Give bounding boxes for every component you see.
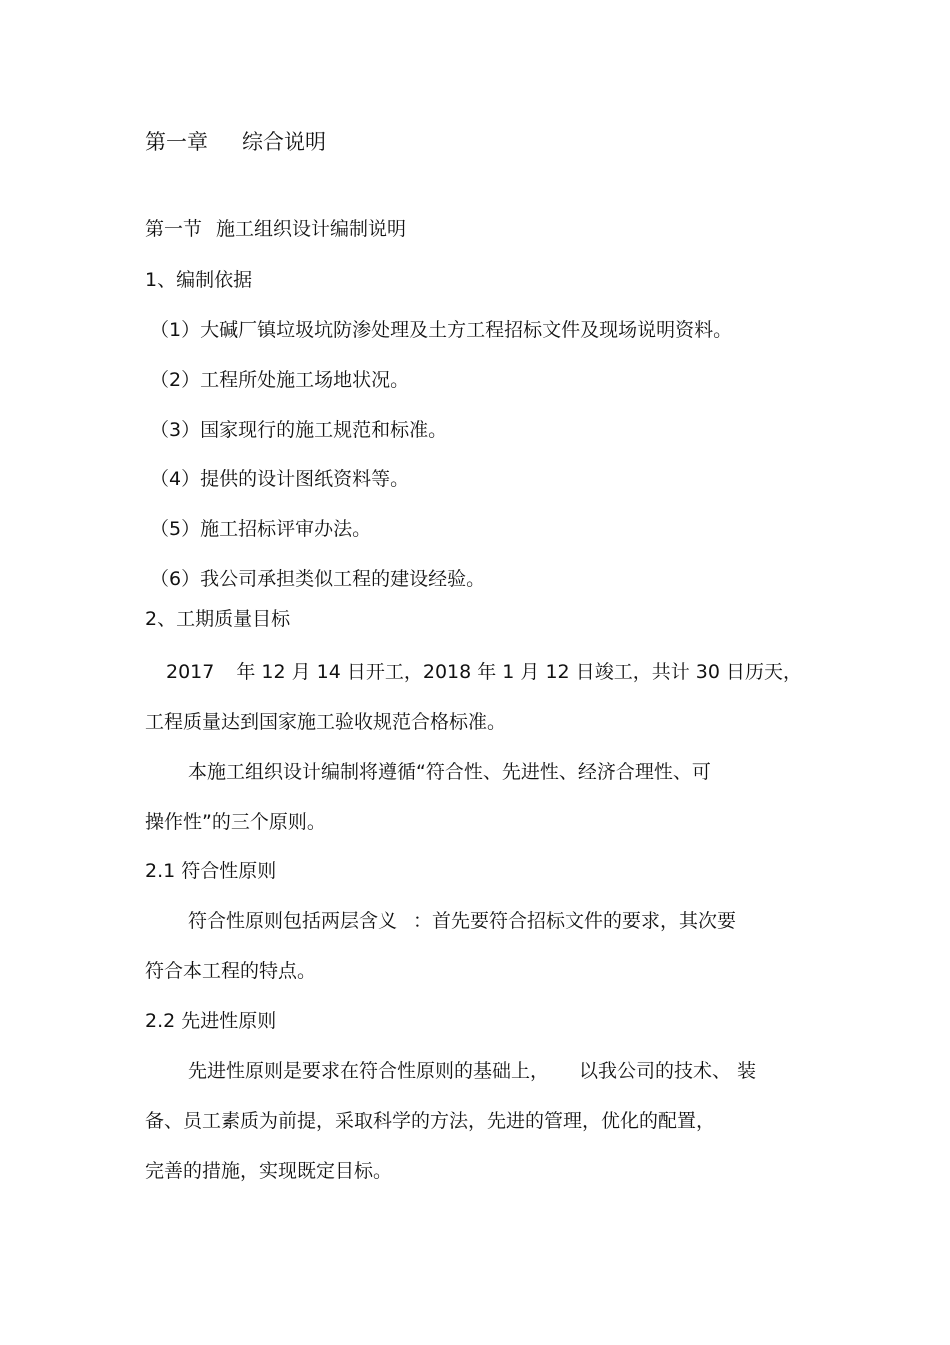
goals-heading: 2、工期质量目标 <box>145 608 291 630</box>
p22-heading: 2.2 先进性原则 <box>145 1010 277 1032</box>
p22-line-1 <box>188 1059 756 1083</box>
section-heading <box>145 217 406 241</box>
schedule-line <box>166 660 802 684</box>
basis-item-2: （2）工程所处施工场地状况。 <box>150 369 410 391</box>
schedule-text: 年 12 月 14 日开工，2018 年 1 月 12 日竣工，共计 30 日历天， <box>236 661 802 683</box>
p21-line-2: 符合本工程的特点。 <box>145 960 317 982</box>
section-number: 第一节 <box>145 218 203 240</box>
section-title: 施工组织设计编制说明 <box>216 218 407 240</box>
p21-line-1-b: ：首先要符合招标文件的要求，其次要 <box>413 910 737 932</box>
p22-line-2: 备、员工素质为前提，采取科学的方法，先进的管理，优化的配置， <box>145 1110 716 1132</box>
basis-item-1: （1）大碱厂镇垃圾坑防渗处理及土方工程招标文件及现场说明资料。 <box>150 319 733 341</box>
p21-heading: 2.1 符合性原则 <box>145 860 277 882</box>
schedule-year: 2017 <box>166 661 215 683</box>
basis-item-3: （3）国家现行的施工规范和标准。 <box>150 419 448 441</box>
basis-item-4: （4）提供的设计图纸资料等。 <box>150 468 410 490</box>
p21-line-1 <box>188 909 736 933</box>
p22-line-1-a: 先进性原则是要求在符合性原则的基础上， <box>188 1060 550 1082</box>
p21-line-1-a: 符合性原则包括两层含义 <box>188 910 398 932</box>
quality-line: 工程质量达到国家施工验收规范合格标准。 <box>145 711 507 733</box>
basis-item-5: （5）施工招标评审办法。 <box>150 518 372 540</box>
basis-item-6: （6）我公司承担类似工程的建设经验。 <box>150 568 486 590</box>
p22-line-1-b: 以我公司的技术、 装 <box>579 1060 757 1082</box>
chapter-heading <box>145 130 326 154</box>
principles-line-1: 本施工组织设计编制将遵循“符合性、先进性、经济合理性、可 <box>188 761 711 783</box>
principles-line-2: 操作性”的三个原则。 <box>145 811 326 833</box>
basis-heading: 1、编制依据 <box>145 269 253 291</box>
chapter-title: 综合说明 <box>242 130 326 154</box>
p22-line-3: 完善的措施，实现既定目标。 <box>145 1160 393 1182</box>
chapter-number: 第一章 <box>145 130 208 154</box>
